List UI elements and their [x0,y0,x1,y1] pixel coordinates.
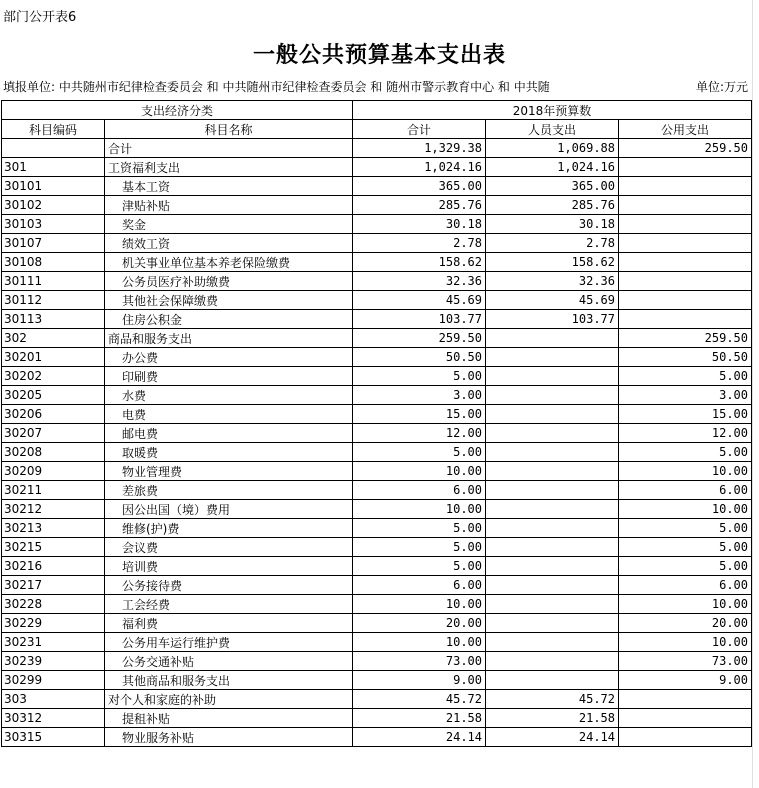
cell-name: 差旅费 [105,481,353,500]
cell-code: 303 [2,690,105,709]
cell-code: 30216 [2,557,105,576]
filler-unit: 填报单位: 中共随州市纪律检查委员会 和 中共随州市纪律检查委员会 和 随州市警示教育中心 和 中共随 [3,80,550,94]
cell-public [619,177,752,196]
doc-id: 部门公开表6 [3,10,77,25]
cell-public [619,215,752,234]
cell-total: 6.00 [353,481,486,500]
cell-total: 10.00 [353,633,486,652]
cell-total: 45.72 [353,690,486,709]
unit-label: 单位:万元 [695,80,748,94]
cell-total: 2.78 [353,234,486,253]
header-row-columns [2,120,752,139]
cell-public: 3.00 [619,386,752,405]
cell-code: 30209 [2,462,105,481]
cell-name: 绩效工资 [105,234,353,253]
cell-public [619,253,752,272]
cell-personnel: 103.77 [486,310,619,329]
cell-total: 5.00 [353,538,486,557]
cell-name: 公务接待费 [105,576,353,595]
cell-total: 12.00 [353,424,486,443]
table-row [2,614,752,633]
cell-total: 158.62 [353,253,486,272]
cell-total: 3.00 [353,386,486,405]
cell-personnel: 158.62 [486,253,619,272]
table-row [2,633,752,652]
cell-total: 45.69 [353,291,486,310]
table-row [2,291,752,310]
cell-total: 5.00 [353,443,486,462]
table-row [2,462,752,481]
table-row [2,158,752,177]
table-row [2,652,752,671]
cell-public: 73.00 [619,652,752,671]
table-row [2,329,752,348]
cell-personnel [486,538,619,557]
cell-total: 1,329.38 [353,139,486,158]
cell-name: 电费 [105,405,353,424]
cell-personnel: 1,069.88 [486,139,619,158]
table-row [2,253,752,272]
table-row [2,595,752,614]
cell-name: 水费 [105,386,353,405]
cell-personnel [486,481,619,500]
cell-name: 福利费 [105,614,353,633]
table-row [2,310,752,329]
cell-code: 30108 [2,253,105,272]
cell-code: 30208 [2,443,105,462]
sheet-gridline [752,0,753,788]
cell-public: 15.00 [619,405,752,424]
cell-code: 30102 [2,196,105,215]
cell-name: 津贴补贴 [105,196,353,215]
cell-code: 30299 [2,671,105,690]
cell-name: 机关事业单位基本养老保险缴费 [105,253,353,272]
cell-public: 259.50 [619,329,752,348]
cell-total: 20.00 [353,614,486,633]
cell-total: 73.00 [353,652,486,671]
cell-public: 10.00 [619,633,752,652]
page-title: 一般公共预算基本支出表 [252,42,506,68]
cell-total: 32.36 [353,272,486,291]
table-row [2,443,752,462]
cell-name: 物业服务补贴 [105,728,353,747]
cell-code: 30202 [2,367,105,386]
cell-name: 邮电费 [105,424,353,443]
table-row [2,424,752,443]
cell-name: 公务员医疗补助缴费 [105,272,353,291]
table-row [2,177,752,196]
cell-public: 5.00 [619,443,752,462]
table-row [2,576,752,595]
cell-code: 30201 [2,348,105,367]
cell-public: 5.00 [619,538,752,557]
cell-code: 30217 [2,576,105,595]
header-personnel: 人员支出 [486,120,619,139]
cell-public: 20.00 [619,614,752,633]
cell-code: 30111 [2,272,105,291]
cell-total: 285.76 [353,196,486,215]
cell-code: 30107 [2,234,105,253]
cell-code: 30103 [2,215,105,234]
cell-code: 30215 [2,538,105,557]
cell-personnel: 32.36 [486,272,619,291]
cell-personnel [486,424,619,443]
cell-name: 印刷费 [105,367,353,386]
cell-code: 30205 [2,386,105,405]
cell-name: 基本工资 [105,177,353,196]
table-row [2,386,752,405]
cell-public: 12.00 [619,424,752,443]
cell-public: 5.00 [619,519,752,538]
cell-personnel: 21.58 [486,709,619,728]
cell-public [619,196,752,215]
cell-code: 30228 [2,595,105,614]
cell-code: 30113 [2,310,105,329]
cell-code: 30212 [2,500,105,519]
cell-personnel [486,614,619,633]
cell-personnel [486,386,619,405]
cell-personnel: 24.14 [486,728,619,747]
header-public: 公用支出 [619,120,752,139]
cell-public: 259.50 [619,139,752,158]
table-row [2,215,752,234]
cell-code: 30239 [2,652,105,671]
cell-personnel [486,462,619,481]
cell-name: 工会经费 [105,595,353,614]
cell-personnel [486,595,619,614]
cell-name: 取暖费 [105,443,353,462]
cell-personnel: 1,024.16 [486,158,619,177]
header-total: 合计 [353,120,486,139]
cell-public [619,728,752,747]
cell-personnel: 45.69 [486,291,619,310]
cell-personnel: 285.76 [486,196,619,215]
cell-name: 工资福利支出 [105,158,353,177]
cell-public [619,690,752,709]
cell-name: 对个人和家庭的补助 [105,690,353,709]
cell-personnel [486,367,619,386]
cell-code: 30207 [2,424,105,443]
cell-personnel [486,348,619,367]
table-row [2,405,752,424]
cell-code: 30112 [2,291,105,310]
table-row [2,481,752,500]
cell-personnel [486,329,619,348]
cell-total: 10.00 [353,595,486,614]
cell-total: 1,024.16 [353,158,486,177]
cell-code: 302 [2,329,105,348]
cell-code: 301 [2,158,105,177]
cell-personnel [486,652,619,671]
cell-total: 10.00 [353,462,486,481]
cell-total: 6.00 [353,576,486,595]
cell-code: 30213 [2,519,105,538]
header-row-group [2,101,752,120]
header-name: 科目名称 [105,120,353,139]
cell-public: 9.00 [619,671,752,690]
cell-name: 奖金 [105,215,353,234]
cell-code: 30312 [2,709,105,728]
cell-personnel [486,671,619,690]
filler-line [3,78,748,95]
cell-public [619,310,752,329]
cell-personnel [486,519,619,538]
cell-total: 21.58 [353,709,486,728]
cell-name: 因公出国（境）费用 [105,500,353,519]
cell-code: 30206 [2,405,105,424]
table-row [2,671,752,690]
cell-public [619,234,752,253]
cell-public: 10.00 [619,595,752,614]
table-row [2,139,752,158]
cell-total: 15.00 [353,405,486,424]
cell-public: 10.00 [619,500,752,519]
cell-name: 住房公积金 [105,310,353,329]
table-row [2,348,752,367]
cell-code: 30315 [2,728,105,747]
cell-name: 培训费 [105,557,353,576]
header-economic-class: 支出经济分类 [2,101,353,120]
cell-personnel [486,500,619,519]
table-row [2,367,752,386]
cell-name: 商品和服务支出 [105,329,353,348]
cell-public: 50.50 [619,348,752,367]
table-row [2,272,752,291]
cell-public: 6.00 [619,481,752,500]
cell-total: 259.50 [353,329,486,348]
cell-total: 103.77 [353,310,486,329]
table-row [2,709,752,728]
header-code: 科目编码 [2,120,105,139]
cell-personnel [486,557,619,576]
cell-total: 24.14 [353,728,486,747]
cell-name: 公务用车运行维护费 [105,633,353,652]
table-row [2,728,752,747]
cell-personnel: 365.00 [486,177,619,196]
cell-personnel [486,633,619,652]
table-row [2,519,752,538]
cell-name: 其他商品和服务支出 [105,671,353,690]
cell-personnel [486,405,619,424]
cell-public [619,291,752,310]
cell-name: 合计 [105,139,353,158]
cell-public: 5.00 [619,557,752,576]
table-row [2,557,752,576]
cell-name: 物业管理费 [105,462,353,481]
budget-table [1,100,752,747]
cell-total: 50.50 [353,348,486,367]
cell-total: 30.18 [353,215,486,234]
header-budget-year: 2018年预算数 [353,101,752,120]
cell-public: 10.00 [619,462,752,481]
cell-public [619,272,752,291]
cell-total: 10.00 [353,500,486,519]
cell-name: 会议费 [105,538,353,557]
cell-public: 6.00 [619,576,752,595]
table-row [2,234,752,253]
cell-public: 5.00 [619,367,752,386]
cell-personnel: 2.78 [486,234,619,253]
table-row [2,538,752,557]
cell-name: 办公费 [105,348,353,367]
cell-personnel: 30.18 [486,215,619,234]
cell-total: 365.00 [353,177,486,196]
cell-name: 其他社会保障缴费 [105,291,353,310]
table-row [2,690,752,709]
cell-code: 30231 [2,633,105,652]
cell-total: 5.00 [353,519,486,538]
cell-code: 30211 [2,481,105,500]
table-row [2,196,752,215]
cell-personnel: 45.72 [486,690,619,709]
cell-public [619,158,752,177]
cell-personnel [486,443,619,462]
cell-name: 维修(护)费 [105,519,353,538]
cell-personnel [486,576,619,595]
cell-total: 9.00 [353,671,486,690]
cell-name: 提租补贴 [105,709,353,728]
cell-code [2,139,105,158]
cell-public [619,709,752,728]
cell-name: 公务交通补贴 [105,652,353,671]
cell-code: 30101 [2,177,105,196]
cell-total: 5.00 [353,367,486,386]
cell-total: 5.00 [353,557,486,576]
table-row [2,500,752,519]
cell-code: 30229 [2,614,105,633]
